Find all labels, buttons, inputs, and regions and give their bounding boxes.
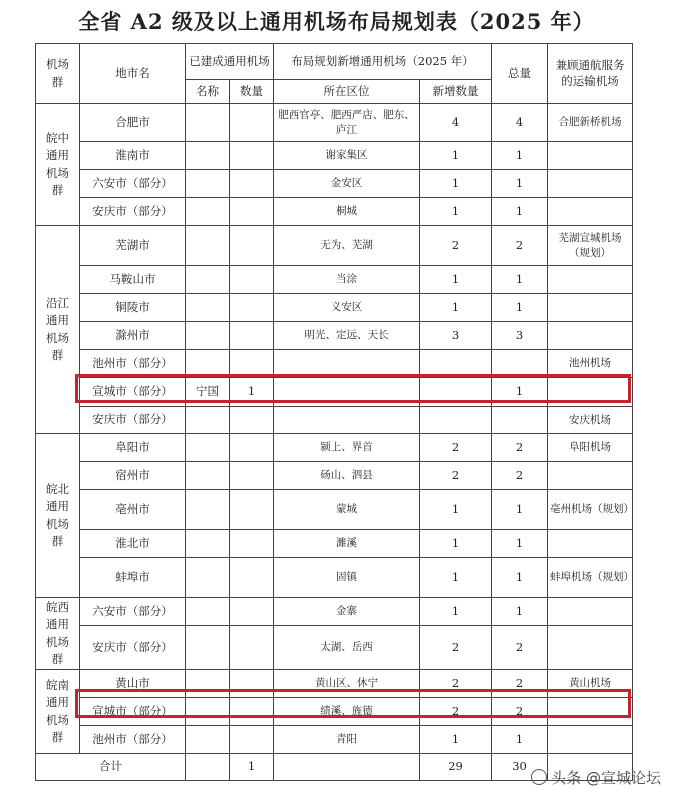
cell-new-count: 1 <box>420 294 492 322</box>
cell-built-name <box>186 598 230 626</box>
group-name-cell: 皖北通用机场群 <box>36 434 80 598</box>
cell-new-count: 2 <box>420 698 492 726</box>
cell-total: 1 <box>492 170 548 198</box>
cell-new-count: 1 <box>420 726 492 754</box>
cell-transport <box>548 322 633 350</box>
group-name-cell: 皖中通用机场群 <box>36 104 80 226</box>
cell-total: 1 <box>492 490 548 530</box>
cell-built-name <box>186 434 230 462</box>
table-row <box>36 726 633 754</box>
cell-area: 明光、定远、天长 <box>274 322 420 350</box>
cell-built-count <box>230 142 274 170</box>
cell-area: 绩溪、旌德 <box>274 698 420 726</box>
header-total: 总量 <box>492 44 548 104</box>
cell-built-count <box>230 598 274 626</box>
group-name-cell: 皖南通用机场群 <box>36 670 80 754</box>
totals-total: 30 <box>492 754 548 781</box>
table-row <box>36 626 633 670</box>
cell-total: 2 <box>492 698 548 726</box>
cell-total: 1 <box>492 378 548 407</box>
cell-built-count <box>230 170 274 198</box>
cell-city: 宣城市（部分） <box>80 698 186 726</box>
cell-transport <box>548 142 633 170</box>
cell-total: 3 <box>492 322 548 350</box>
table-row <box>36 530 633 558</box>
cell-total: 1 <box>492 598 548 626</box>
cell-total: 1 <box>492 294 548 322</box>
cell-area: 谢家集区 <box>274 142 420 170</box>
cell-city: 亳州市 <box>80 490 186 530</box>
cell-new-count: 1 <box>420 266 492 294</box>
cell-new-count <box>420 407 492 434</box>
cell-transport: 安庆机场 <box>548 407 633 434</box>
cell-city: 芜湖市 <box>80 226 186 266</box>
cell-built-name <box>186 530 230 558</box>
cell-total: 1 <box>492 530 548 558</box>
table-row <box>36 198 633 226</box>
cell-total: 2 <box>492 434 548 462</box>
cell-built-name <box>186 294 230 322</box>
cell-city: 淮北市 <box>80 530 186 558</box>
cell-area: 肥西官亭、肥西严店、肥东、庐江 <box>274 104 420 142</box>
cell-total: 1 <box>492 266 548 294</box>
header-transport: 兼顾通航服务的运输机场 <box>548 44 633 104</box>
cell-built-count <box>230 104 274 142</box>
cell-new-count: 2 <box>420 626 492 670</box>
cell-total: 2 <box>492 670 548 698</box>
cell-area: 砀山、泗县 <box>274 462 420 490</box>
table-row <box>36 266 633 294</box>
cell-new-count <box>420 378 492 407</box>
totals-built-count: 1 <box>230 754 274 781</box>
cell-new-count: 1 <box>420 142 492 170</box>
cell-new-count: 1 <box>420 530 492 558</box>
cell-built-count <box>230 322 274 350</box>
cell-total: 2 <box>492 226 548 266</box>
table-row <box>36 170 633 198</box>
cell-city: 池州市（部分） <box>80 726 186 754</box>
header-group: 机场群 <box>36 44 80 104</box>
totals-label: 合计 <box>36 754 186 781</box>
cell-built-name <box>186 490 230 530</box>
cell-transport <box>548 198 633 226</box>
table-body <box>36 104 633 754</box>
cell-transport <box>548 170 633 198</box>
cell-area: 太湖、岳西 <box>274 626 420 670</box>
cell-area: 颍上、界首 <box>274 434 420 462</box>
cell-area <box>274 407 420 434</box>
cell-city: 阜阳市 <box>80 434 186 462</box>
cell-transport: 池州机场 <box>548 350 633 378</box>
cell-transport: 蚌埠机场（规划） <box>548 558 633 598</box>
cell-built-name <box>186 350 230 378</box>
cell-built-count <box>230 698 274 726</box>
cell-built-count: 1 <box>230 378 274 407</box>
cell-new-count: 2 <box>420 226 492 266</box>
cell-new-count: 1 <box>420 490 492 530</box>
cell-total: 2 <box>492 462 548 490</box>
cell-built-count <box>230 434 274 462</box>
cell-built-name <box>186 198 230 226</box>
cell-total: 2 <box>492 626 548 670</box>
page-title: 全省 A2 级及以上通用机场布局规划表（2025 年） <box>78 9 595 34</box>
cell-new-count: 1 <box>420 198 492 226</box>
cell-city: 宣城市（部分） <box>80 378 186 407</box>
totals-built-name <box>186 754 230 781</box>
cell-new-count: 1 <box>420 598 492 626</box>
cell-built-count <box>230 350 274 378</box>
cell-built-count <box>230 670 274 698</box>
cell-transport: 阜阳机场 <box>548 434 633 462</box>
cell-built-count <box>230 198 274 226</box>
cell-built-name <box>186 266 230 294</box>
cell-city: 六安市（部分） <box>80 598 186 626</box>
toutiao-logo-icon <box>531 769 547 785</box>
cell-new-count: 1 <box>420 558 492 598</box>
cell-city: 安庆市（部分） <box>80 198 186 226</box>
cell-built-name <box>186 142 230 170</box>
cell-transport <box>548 294 633 322</box>
cell-new-count: 3 <box>420 322 492 350</box>
header-built: 已建成通用机场 <box>186 44 274 80</box>
cell-built-count <box>230 490 274 530</box>
airport-plan-table <box>35 43 633 781</box>
cell-transport: 合肥新桥机场 <box>548 104 633 142</box>
totals-area <box>274 754 420 781</box>
table-row <box>36 698 633 726</box>
table-row <box>36 670 633 698</box>
cell-area: 当涂 <box>274 266 420 294</box>
cell-new-count: 2 <box>420 462 492 490</box>
table-row <box>36 104 633 142</box>
group-name-cell: 沿江通用机场群 <box>36 226 80 434</box>
cell-built-name <box>186 462 230 490</box>
cell-new-count: 2 <box>420 670 492 698</box>
cell-new-count <box>420 350 492 378</box>
cell-area <box>274 350 420 378</box>
cell-city: 马鞍山市 <box>80 266 186 294</box>
group-name-cell: 皖西通用机场群 <box>36 598 80 670</box>
cell-transport: 亳州机场（规划） <box>548 490 633 530</box>
header-planned-count: 新增数量 <box>420 80 492 104</box>
cell-total <box>492 407 548 434</box>
header-built-count: 数量 <box>230 80 274 104</box>
cell-built-name <box>186 407 230 434</box>
cell-total: 1 <box>492 142 548 170</box>
table-row <box>36 434 633 462</box>
cell-city: 蚌埠市 <box>80 558 186 598</box>
cell-new-count: 2 <box>420 434 492 462</box>
table-row <box>36 226 633 266</box>
cell-transport <box>548 462 633 490</box>
table-row <box>36 350 633 378</box>
table-row <box>36 378 633 407</box>
cell-transport: 黄山机场 <box>548 670 633 698</box>
cell-area: 金安区 <box>274 170 420 198</box>
cell-area <box>274 378 420 407</box>
cell-built-name <box>186 226 230 266</box>
cell-built-count <box>230 462 274 490</box>
cell-area: 青阳 <box>274 726 420 754</box>
cell-city: 滁州市 <box>80 322 186 350</box>
table-row <box>36 598 633 626</box>
table-row <box>36 142 633 170</box>
totals-new-count: 29 <box>420 754 492 781</box>
cell-area: 濉溪 <box>274 530 420 558</box>
cell-new-count: 4 <box>420 104 492 142</box>
cell-city: 宿州市 <box>80 462 186 490</box>
cell-transport: 芜湖宣城机场（规划） <box>548 226 633 266</box>
cell-city: 黄山市 <box>80 670 186 698</box>
cell-built-name <box>186 726 230 754</box>
cell-transport <box>548 598 633 626</box>
cell-city: 安庆市（部分） <box>80 626 186 670</box>
cell-built-count <box>230 294 274 322</box>
cell-transport <box>548 530 633 558</box>
table-row <box>36 490 633 530</box>
cell-area: 固镇 <box>274 558 420 598</box>
cell-total: 1 <box>492 726 548 754</box>
cell-built-count <box>230 407 274 434</box>
cell-area: 桐城 <box>274 198 420 226</box>
cell-area: 金寨 <box>274 598 420 626</box>
cell-built-count <box>230 558 274 598</box>
cell-transport <box>548 266 633 294</box>
cell-total: 1 <box>492 558 548 598</box>
watermark <box>527 767 661 788</box>
cell-built-count <box>230 726 274 754</box>
cell-city: 安庆市（部分） <box>80 407 186 434</box>
cell-city: 合肥市 <box>80 104 186 142</box>
header-planned-area: 所在区位 <box>274 80 420 104</box>
cell-built-name <box>186 558 230 598</box>
cell-built-name <box>186 104 230 142</box>
cell-transport <box>548 378 633 407</box>
header-city: 地市名 <box>80 44 186 104</box>
cell-city: 铜陵市 <box>80 294 186 322</box>
table-row <box>36 322 633 350</box>
cell-transport <box>548 726 633 754</box>
cell-built-count <box>230 226 274 266</box>
table-row <box>36 407 633 434</box>
table-row <box>36 294 633 322</box>
cell-built-count <box>230 530 274 558</box>
cell-city: 淮南市 <box>80 142 186 170</box>
cell-transport <box>548 626 633 670</box>
cell-built-name <box>186 626 230 670</box>
watermark-text: 头条 @宣城论坛 <box>551 769 661 787</box>
cell-built-count <box>230 626 274 670</box>
header-built-name: 名称 <box>186 80 230 104</box>
cell-built-count <box>230 266 274 294</box>
cell-total <box>492 350 548 378</box>
cell-built-name <box>186 670 230 698</box>
cell-total: 1 <box>492 198 548 226</box>
cell-area: 蒙城 <box>274 490 420 530</box>
cell-new-count: 1 <box>420 170 492 198</box>
cell-city: 六安市（部分） <box>80 170 186 198</box>
table-row <box>36 462 633 490</box>
cell-area: 义安区 <box>274 294 420 322</box>
cell-area: 无为、芜湖 <box>274 226 420 266</box>
cell-transport <box>548 698 633 726</box>
cell-total: 4 <box>492 104 548 142</box>
cell-built-name <box>186 698 230 726</box>
cell-city: 池州市（部分） <box>80 350 186 378</box>
cell-built-name: 宁国 <box>186 378 230 407</box>
table-row <box>36 558 633 598</box>
cell-built-name <box>186 322 230 350</box>
cell-area: 黄山区、休宁 <box>274 670 420 698</box>
cell-built-name <box>186 170 230 198</box>
header-planned: 布局规划新增通用机场（2025 年） <box>274 44 492 80</box>
